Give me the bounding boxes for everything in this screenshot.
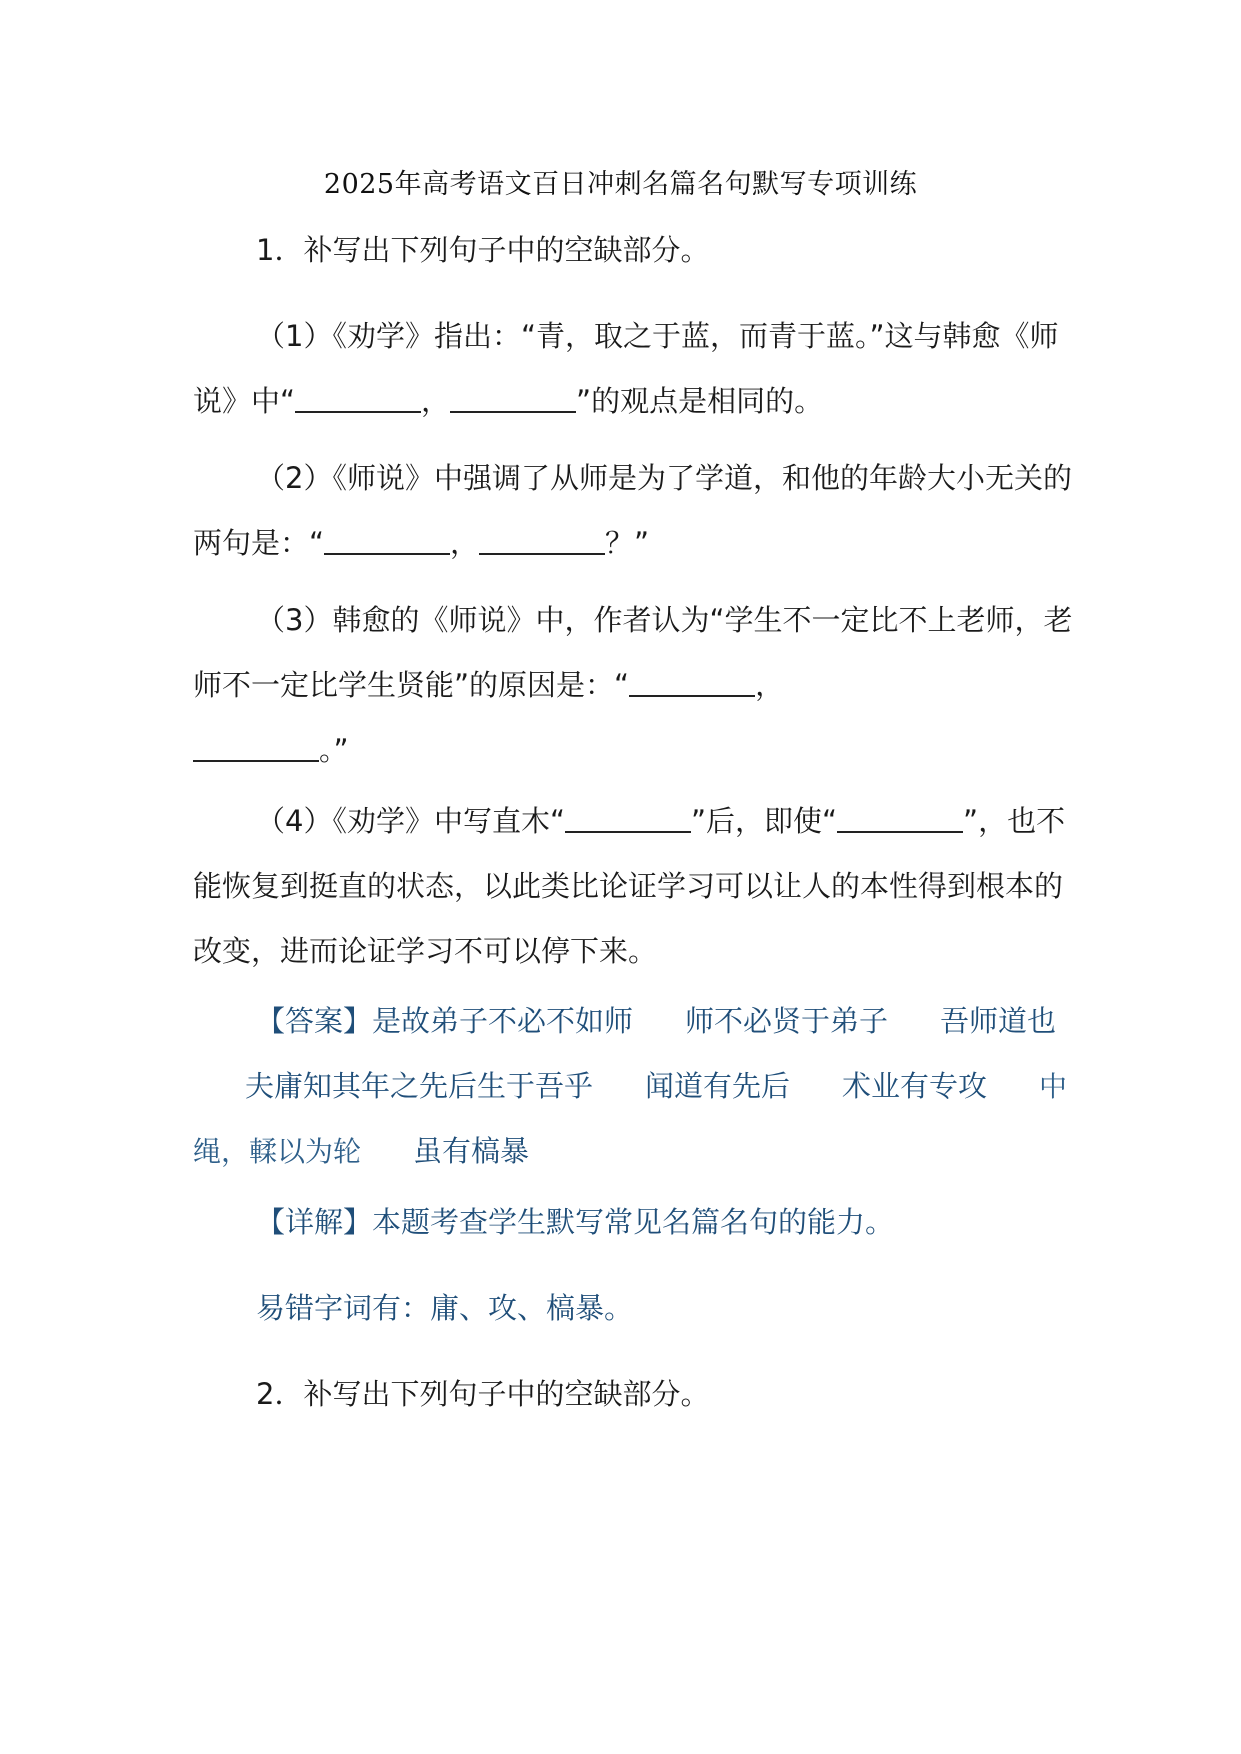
fill-blank [295,381,421,413]
fill-blank [479,523,605,555]
fill-blank [324,523,450,555]
answer-item: 闻道有先后 [645,1069,791,1103]
fill-blank [565,801,691,833]
fill-blank [450,381,576,413]
item-1-text-c: ”的观点是相同的。 [576,384,824,418]
item-2-text-c: ？” [605,526,650,560]
answer-item: 师不必贤于弟子 [685,1004,889,1038]
question-1-item-4 [193,789,1073,984]
question-1-item-2 [193,446,1073,576]
question-1-stem: 1．补写出下列句子中的空缺部分。 [256,233,710,267]
detail-block [193,1190,1073,1255]
fill-blank [837,801,963,833]
question-1-item-3 [193,588,1073,783]
question-1-item-1 [193,304,1073,434]
fill-blank [629,665,755,697]
item-1-text-a: （1）《劝学》指出：“青，取之于蓝，而青于蓝。”这与韩愈《师说》中“ [193,319,1059,418]
item-4-text-a: （4）《劝学》中写直木“ [256,804,565,838]
detail-label: 【详解】 [256,1205,373,1239]
answer-item: 虽有槁暴 [413,1134,530,1168]
answer-item: 吾师道也 [940,1004,1057,1038]
answer-item: 夫庸知其年之先后生于吾乎 [245,1069,594,1103]
answer-label: 【答案】 [256,1004,373,1038]
answer-item: 术业有专攻 [842,1069,988,1103]
item-3-text-a: （3）韩愈的《师说》中，作者认为“学生不一定比不上老师，老师不一定比学生贤能”的原因是：“ [193,603,1073,702]
answer-block [193,989,1073,1184]
page-title: 2025年高考语文百日冲刺名篇名句默写专项训练 [323,169,918,200]
item-4-text-c: ”，也不能恢复到挺直的状态，以此类比论证学习可以让人的本性得到根本的改变，进而论证学习不可以停下来。 [193,804,1066,968]
fill-blank [193,730,319,762]
answer-item: 中绳，輮以为轮 [193,1070,1068,1168]
item-1-text-b: ， [421,384,451,418]
item-3-text-b: ， [755,668,785,702]
item-4-text-b: ”后，即使“ [690,804,838,838]
answer-item: 是故弟子不必不如师 [372,1004,634,1038]
typo-note: 易错字词有：庸、攻、槁暴。 [256,1291,634,1325]
detail-text: 本题考查学生默写常见名篇名句的能力。 [372,1205,895,1239]
item-2-text-b: ， [450,526,480,560]
question-2-stem: 2．补写出下列句子中的空缺部分。 [256,1377,710,1411]
item-3-text-c: 。” [319,733,349,767]
item-2-text-a: （2）《师说》中强调了从师是为了学道，和他的年龄大小无关的两句是：“ [193,461,1072,560]
